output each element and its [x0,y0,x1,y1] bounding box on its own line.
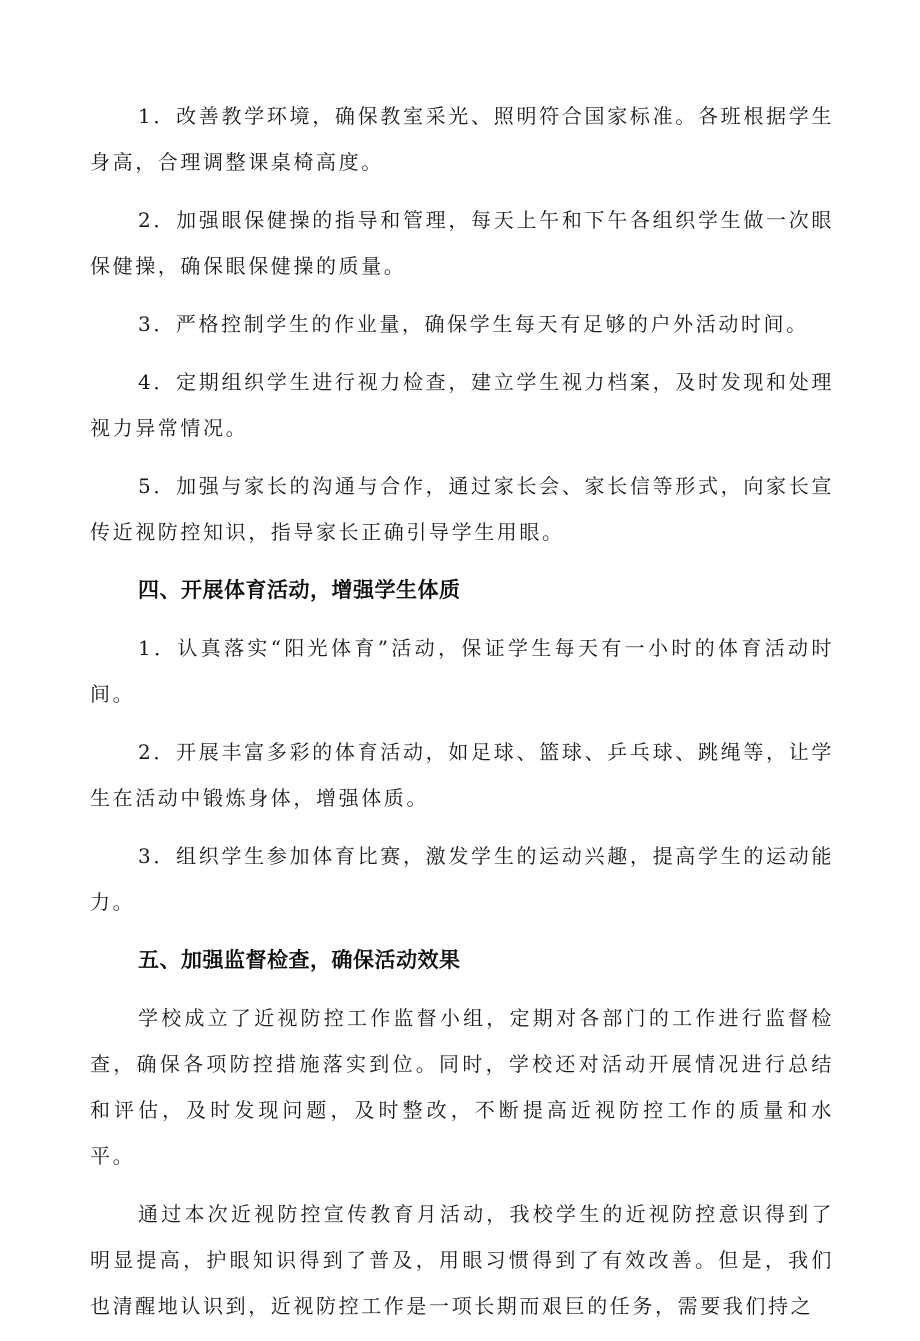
section-heading: 五、加强监督检查，确保活动效果 [138,948,461,972]
document-page [90,93,834,1341]
body-paragraph: 学校成立了近视防控工作监督小组，定期对各部门的工作进行监督检查，确保各项防控措施落实到位。同时，学校还对活动开展情况进行总结和评估，及时发现问题，及时整改，不断提高近视防控工作的质量和水平。 [90,1006,834,1168]
list-item: 5．加强与家长的沟通与合作，通过家长会、家长信等形式，向家长宣传近视防控知识，指导家长正确引导学生用眼。 [90,474,834,544]
list-item: 1．改善教学环境，确保教室采光、照明符合国家标准。各班根据学生身高，合理调整课桌椅高度。 [90,104,834,174]
body-paragraph: 通过本次近视防控宣传教育月活动，我校学生的近视防控意识得到了明显提高，护眼知识得到了普及，用眼习惯得到了有效改善。但是，我们也清醒地认识到，近视防控工作是一项长期而艰巨的任务，需要我们持之 [90,1202,834,1318]
list-item: 2．开展丰富多彩的体育活动，如足球、篮球、乒乓球、跳绳等，让学生在活动中锻炼身体，增强体质。 [90,740,834,810]
section-heading: 四、开展体育活动，增强学生体质 [138,578,461,602]
list-item: 3．组织学生参加体育比赛，激发学生的运动兴趣，提高学生的运动能力。 [90,844,834,914]
list-item: 1．认真落实“阳光体育”活动，保证学生每天有一小时的体育活动时间。 [90,636,834,706]
list-item: 4．定期组织学生进行视力检查，建立学生视力档案，及时发现和处理视力异常情况。 [90,370,834,440]
list-item: 2．加强眼保健操的指导和管理，每天上午和下午各组织学生做一次眼保健操，确保眼保健操的质量。 [90,208,834,278]
list-item: 3．严格控制学生的作业量，确保学生每天有足够的户外活动时间。 [138,312,809,336]
